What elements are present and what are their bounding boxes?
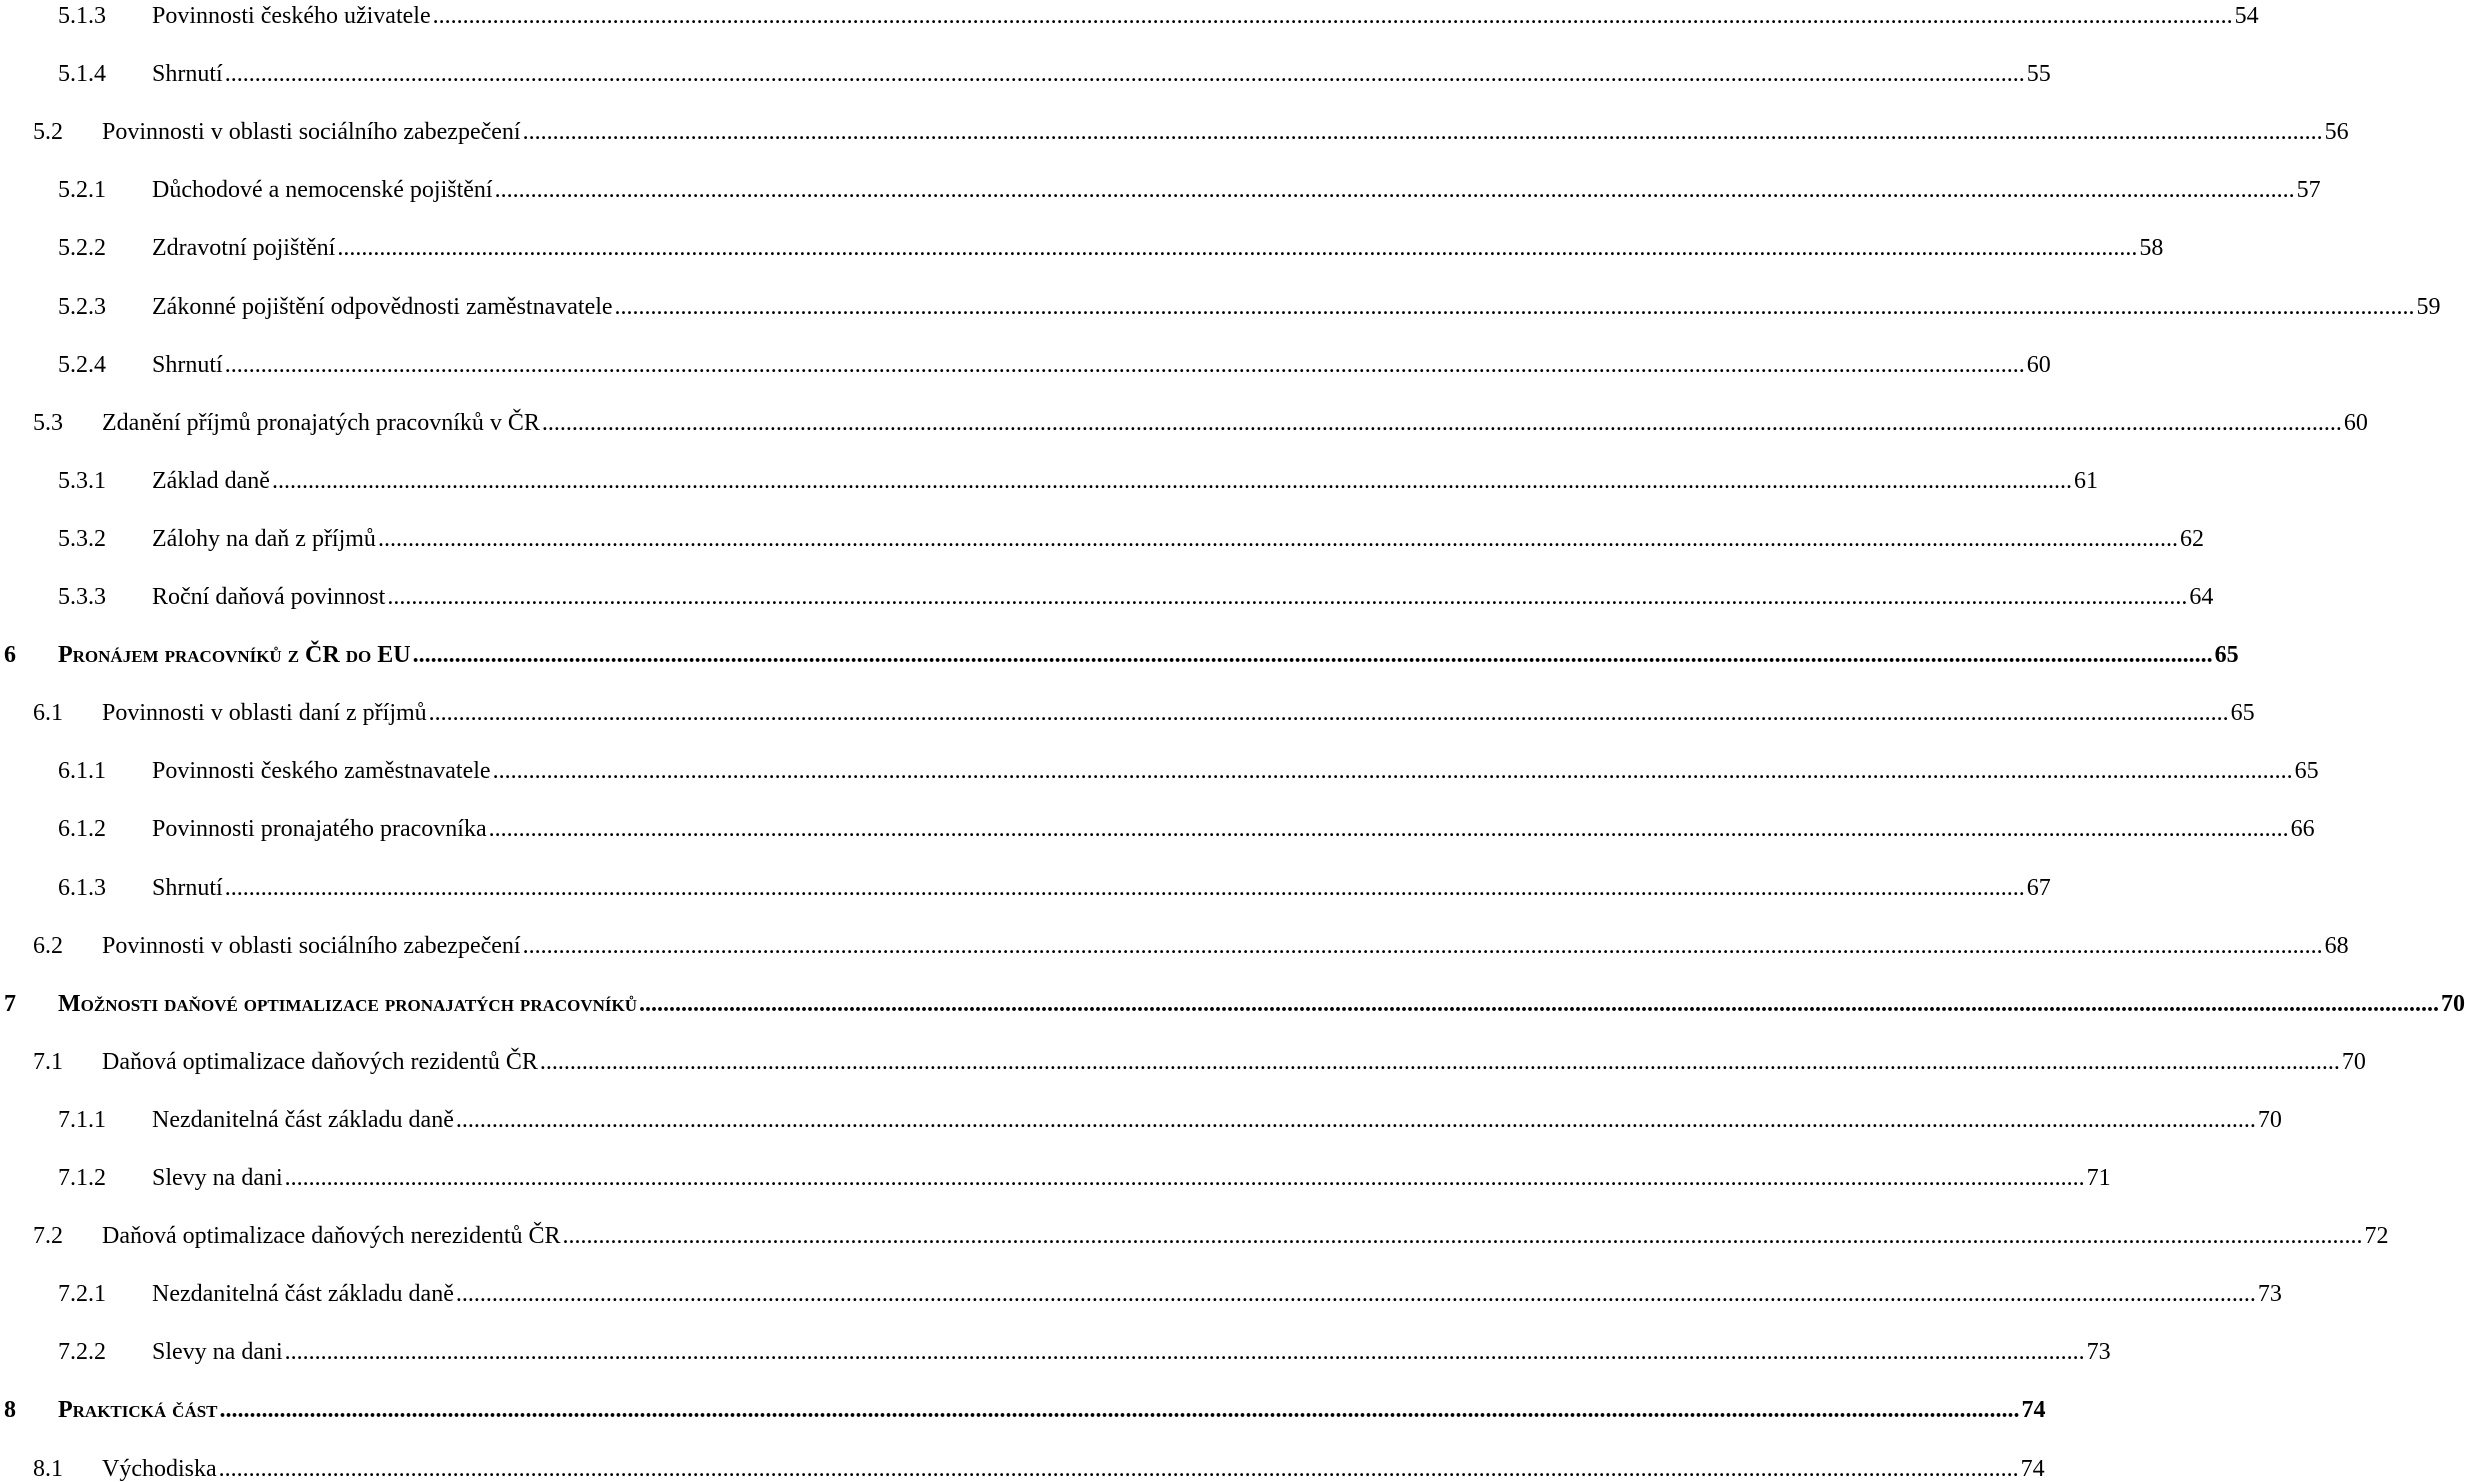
dot-leader: ............................................................................................................................................................................................................................................................................................................ bbox=[224, 874, 2025, 901]
toc-entry[interactable] bbox=[0, 627, 2239, 669]
toc-entry[interactable] bbox=[0, 1150, 2111, 1191]
dot-leader: ............................................................................................................................................................................................................................................................................................................ bbox=[488, 816, 2289, 843]
toc-entry-page-number: 73 bbox=[2257, 1281, 2282, 1308]
dot-leader: ............................................................................................................................................................................................................................................................................................................ bbox=[218, 1455, 2019, 1482]
toc-entry-number: 7.1.2 bbox=[58, 1165, 106, 1191]
toc-entry-page-number: 58 bbox=[2139, 235, 2164, 262]
toc-entry[interactable] bbox=[0, 801, 2315, 843]
toc-entry-title: Shrnutí bbox=[152, 351, 223, 378]
toc-entry-page-number: 57 bbox=[2296, 177, 2321, 204]
toc-entry-page-number: 59 bbox=[2416, 293, 2441, 320]
toc-entry-page-number: 65 bbox=[2214, 642, 2239, 669]
toc-entry[interactable] bbox=[0, 220, 2164, 262]
toc-entry[interactable] bbox=[0, 1266, 2282, 1308]
toc-entry-title: Zdanění příjmů pronajatých pracovníků v ČR bbox=[102, 409, 540, 436]
toc-entry-title: Nezdanitelná část základu daně bbox=[152, 1106, 454, 1133]
dot-leader: ............................................................................................................................................................................................................................................................................................................ bbox=[492, 758, 2293, 785]
toc-entry-number: 5.2.1 bbox=[58, 177, 106, 204]
toc-entry[interactable] bbox=[0, 511, 2204, 552]
toc-entry-page-number: 74 bbox=[2020, 1455, 2045, 1482]
toc-entry-title: Slevy na dani bbox=[152, 1165, 283, 1191]
toc-entry-page-number: 56 bbox=[2324, 119, 2349, 146]
dot-leader: ............................................................................................................................................................................................................................................................................................................ bbox=[562, 1223, 2363, 1250]
dot-leader: ............................................................................................................................................................................................................................................................................................................ bbox=[455, 1281, 2256, 1308]
toc-entry-title: Zálohy na daň z příjmů bbox=[152, 525, 376, 552]
toc-entry-title: Povinnosti českého uživatele bbox=[152, 3, 431, 29]
toc-entry-page-number: 60 bbox=[2343, 409, 2368, 436]
dot-leader: ............................................................................................................................................................................................................................................................................................................ bbox=[614, 293, 2415, 320]
dot-leader: ............................................................................................................................................................................................................................................................................................................ bbox=[494, 177, 2295, 204]
dot-leader: ............................................................................................................................................................................................................................................................................................................ bbox=[284, 1339, 2085, 1366]
dot-leader: ............................................................................................................................................................................................................................................................................................................ bbox=[271, 467, 2072, 494]
toc-entry[interactable] bbox=[0, 1034, 2366, 1075]
toc-entry-page-number: 61 bbox=[2073, 467, 2098, 494]
toc-entry[interactable] bbox=[0, 743, 2319, 785]
dot-leader: ............................................................................................................................................................................................................................................................................................................ bbox=[219, 1397, 2020, 1424]
toc-entry[interactable] bbox=[0, 104, 2349, 146]
toc-entry-number: 7 bbox=[4, 990, 16, 1017]
toc-entry-number: 7.2 bbox=[33, 1223, 63, 1250]
toc-entry-title: Daňová optimalizace daňových nerezidentů ČR bbox=[102, 1223, 561, 1250]
toc-entry-page-number: 54 bbox=[2234, 3, 2259, 29]
toc-entry-number: 5.2.4 bbox=[58, 351, 106, 378]
toc-entry-title: Povinnosti pronajatého pracovníka bbox=[152, 816, 487, 843]
toc-entry-number: 5.3.3 bbox=[58, 584, 106, 610]
toc-entry-number: 7.1 bbox=[33, 1048, 63, 1075]
toc-entry-number: 6.1.3 bbox=[58, 874, 106, 901]
toc-entry-number: 7.2.2 bbox=[58, 1339, 106, 1366]
toc-entry-number: 6.1.2 bbox=[58, 816, 106, 843]
toc-entry-page-number: 71 bbox=[2086, 1165, 2111, 1191]
toc-entry[interactable] bbox=[0, 162, 2321, 204]
toc-entry-title: Východiska bbox=[102, 1455, 217, 1482]
toc-entry-title: Povinnosti v oblasti sociálního zabezpečení bbox=[102, 119, 521, 146]
toc-entry-number: 5.3.2 bbox=[58, 525, 106, 552]
toc-entry-number: 6 bbox=[4, 642, 16, 669]
dot-leader: ............................................................................................................................................................................................................................................................................................................ bbox=[224, 351, 2025, 378]
dot-leader: ............................................................................................................................................................................................................................................................................................................ bbox=[428, 700, 2229, 727]
toc-entry-page-number: 72 bbox=[2364, 1223, 2389, 1250]
dot-leader: ............................................................................................................................................................................................................................................................................................................ bbox=[284, 1165, 2085, 1191]
toc-entry-page-number: 64 bbox=[2189, 584, 2214, 610]
toc-entry[interactable] bbox=[0, 1092, 2282, 1133]
toc-entry-page-number: 65 bbox=[2230, 700, 2255, 727]
toc-entry[interactable] bbox=[0, 337, 2051, 378]
dot-leader: ............................................................................................................................................................................................................................................................................................................ bbox=[522, 932, 2323, 959]
toc-entry-number: 8.1 bbox=[33, 1455, 63, 1482]
toc-entry-page-number: 74 bbox=[2021, 1397, 2046, 1424]
toc-entry-page-number: 70 bbox=[2257, 1106, 2282, 1133]
toc-entry[interactable] bbox=[0, 279, 2441, 320]
toc-entry-title: Praktická část bbox=[58, 1397, 218, 1424]
dot-leader: ............................................................................................................................................................................................................................................................................................................ bbox=[541, 409, 2342, 436]
toc-entry[interactable] bbox=[0, 395, 2368, 436]
dot-leader: ............................................................................................................................................................................................................................................................................................................ bbox=[522, 119, 2323, 146]
toc-entry-title: Povinnosti českého zaměstnavatele bbox=[152, 758, 491, 785]
toc-entry-number: 5.3 bbox=[33, 409, 63, 436]
dot-leader: ............................................................................................................................................................................................................................................................................................................ bbox=[224, 61, 2025, 88]
toc-entry-page-number: 66 bbox=[2290, 816, 2315, 843]
dot-leader: ............................................................................................................................................................................................................................................................................................................ bbox=[337, 235, 2138, 262]
toc-entry-title: Roční daňová povinnost bbox=[152, 584, 386, 610]
toc-entry[interactable] bbox=[0, 453, 2098, 494]
toc-entry-page-number: 65 bbox=[2294, 758, 2319, 785]
toc-entry[interactable] bbox=[0, 0, 2259, 29]
toc-entry-title: Pronájem pracovníků z ČR do EU bbox=[58, 642, 411, 669]
toc-entry-title: Nezdanitelná část základu daně bbox=[152, 1281, 454, 1308]
toc-entry-page-number: 67 bbox=[2026, 874, 2051, 901]
toc-entry-title: Zdravotní pojištění bbox=[152, 235, 336, 262]
toc-entry[interactable] bbox=[0, 918, 2349, 959]
toc-entry-number: 7.2.1 bbox=[58, 1281, 106, 1308]
dot-leader: ............................................................................................................................................................................................................................................................................................................ bbox=[539, 1048, 2340, 1075]
toc-entry-number: 6.1.1 bbox=[58, 758, 106, 785]
toc-entry-page-number: 55 bbox=[2026, 61, 2051, 88]
toc-entry[interactable] bbox=[0, 569, 2214, 610]
toc-entry-number: 8 bbox=[4, 1397, 16, 1424]
toc-entry-page-number: 73 bbox=[2086, 1339, 2111, 1366]
toc-entry-number: 5.1.3 bbox=[58, 3, 106, 29]
toc-entry[interactable] bbox=[0, 46, 2051, 88]
toc-entry[interactable] bbox=[0, 1208, 2389, 1250]
toc-entry[interactable] bbox=[0, 1382, 2046, 1424]
dot-leader: ............................................................................................................................................................................................................................................................................................................ bbox=[412, 642, 2213, 669]
toc-entry-title: Daňová optimalizace daňových rezidentů ČR bbox=[102, 1048, 538, 1075]
toc-entry-page-number: 60 bbox=[2026, 351, 2051, 378]
toc-entry-number: 6.2 bbox=[33, 932, 63, 959]
dot-leader: ............................................................................................................................................................................................................................................................................................................ bbox=[432, 3, 2233, 29]
toc-entry-number: 5.2.2 bbox=[58, 235, 106, 262]
toc-entry-title: Základ daně bbox=[152, 467, 270, 494]
toc-entry-title: Důchodové a nemocenské pojištění bbox=[152, 177, 493, 204]
dot-leader: ............................................................................................................................................................................................................................................................................................................ bbox=[455, 1106, 2256, 1133]
dot-leader: ............................................................................................................................................................................................................................................................................................................ bbox=[639, 990, 2440, 1017]
toc-entry-title: Slevy na dani bbox=[152, 1339, 283, 1366]
toc-entry-number: 5.1.4 bbox=[58, 61, 106, 88]
toc-entry-page-number: 70 bbox=[2441, 990, 2465, 1017]
toc-entry-number: 5.2 bbox=[33, 119, 63, 146]
toc-entry-title: Povinnosti v oblasti daní z příjmů bbox=[102, 700, 427, 727]
toc-entry-title: Povinnosti v oblasti sociálního zabezpečení bbox=[102, 932, 521, 959]
toc-entry-title: Zákonné pojištění odpovědnosti zaměstnavatele bbox=[152, 293, 613, 320]
toc-entry[interactable] bbox=[0, 1441, 2045, 1482]
toc-entry[interactable] bbox=[0, 1324, 2111, 1366]
toc-entry-number: 7.1.1 bbox=[58, 1106, 106, 1133]
toc-entry-page-number: 62 bbox=[2179, 525, 2204, 552]
toc-entry-title: Shrnutí bbox=[152, 874, 223, 901]
toc-entry-title: Shrnutí bbox=[152, 61, 223, 88]
toc-entry[interactable] bbox=[0, 860, 2051, 901]
toc-entry-number: 5.3.1 bbox=[58, 467, 106, 494]
dot-leader: ............................................................................................................................................................................................................................................................................................................ bbox=[387, 584, 2188, 610]
toc-entry-title: Možnosti daňové optimalizace pronajatých pracovníků bbox=[58, 990, 638, 1017]
toc-entry-page-number: 68 bbox=[2324, 932, 2349, 959]
toc-entry[interactable] bbox=[0, 685, 2255, 727]
toc-entry[interactable] bbox=[0, 976, 2465, 1017]
toc-entry-number: 5.2.3 bbox=[58, 293, 106, 320]
dot-leader: ............................................................................................................................................................................................................................................................................................................ bbox=[377, 525, 2178, 552]
toc-entry-number: 6.1 bbox=[33, 700, 63, 727]
toc-entry-page-number: 70 bbox=[2341, 1048, 2366, 1075]
